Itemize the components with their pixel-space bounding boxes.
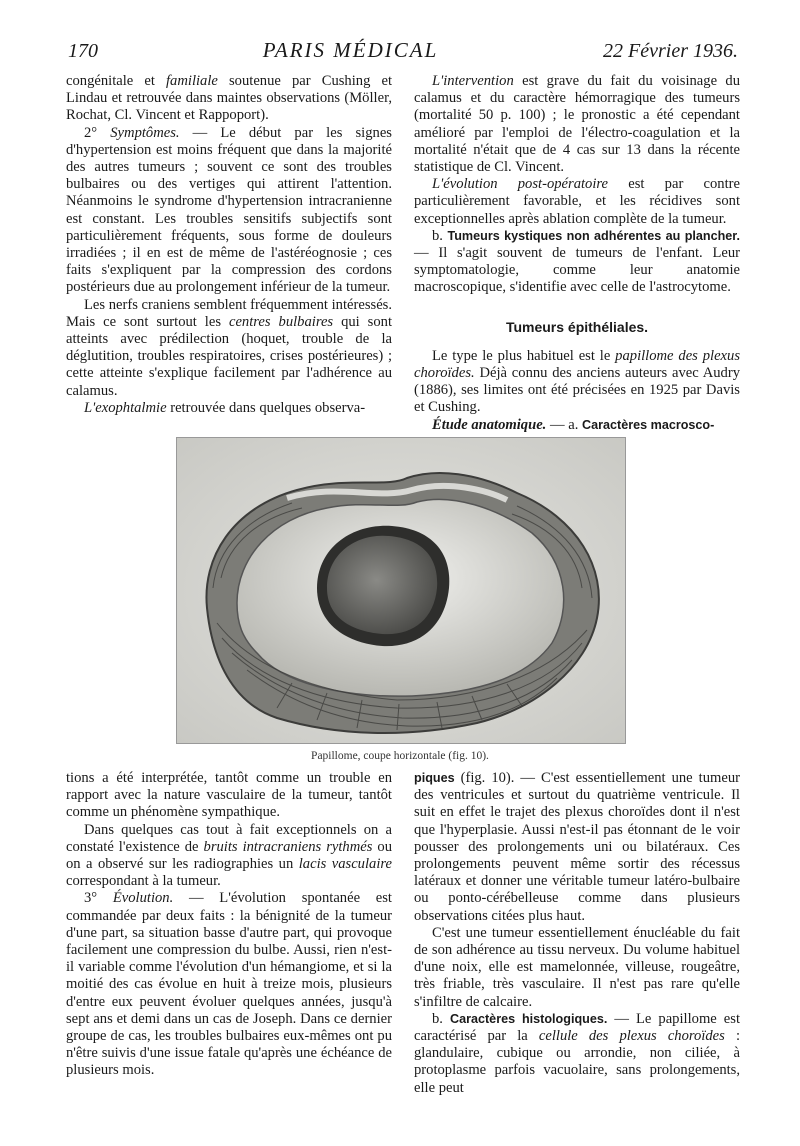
- paragraph-intervention: L'intervention est grave du fait du voisinage du calamus et du caractère hémorragique des tumeurs (mortalité 50 p. 100) ; le pronostic a été cependant amélioré par l'emploi de l'électro-coagulation et la mortalité n'était que de 4 cas sur 13 dans la récente statistique de Cl. Vincent.: [414, 73, 740, 176]
- page-number: 170: [68, 40, 98, 62]
- issue-date: 22 Février 1936.: [603, 40, 738, 62]
- paragraph: congénitale et familiale soutenue par Cushing et Lindau et retrouvée dans maintes observations (Möller, Rochat, Cl. Vincent et Rappoport).: [66, 73, 392, 124]
- paragraph: C'est une tumeur essentiellement énucléable du fait de son adhérence au tissu nerveux. Du volume habituel d'une noix, elle est mamelonnée, villeuse, rougeâtre, très friable, très vasculaire. Il n'est pas rare qu'elle s'infiltre de calcaire.: [414, 924, 740, 1010]
- figure-photograph: [176, 437, 626, 744]
- paragraph-tumeurs-kystiques: b. Tumeurs kystiques non adhérentes au plancher. — Il s'agit souvent de tumeurs de l'enfant. Leur symptomatologie, comme leur anatomie macroscopique, s'identifie avec celle de l'astrocytome.: [414, 227, 741, 296]
- paragraph: Les nerfs craniens semblent fréquemment intéressés. Mais ce sont surtout les centres bulbaires qui sont atteints avec prédilection (hoquet, trouble de la déglutition, troubles respiratoires, crises postérieures) ; cette atteinte s'explique facilement par l'adhérence au calamus.: [66, 296, 392, 399]
- paragraph-etude: Étude anatomique. — a. Caractères macrosco-: [432, 416, 715, 433]
- paragraph: tions a été interprétée, tantôt comme un trouble en rapport avec la nature vasculaire de la tumeur, tantôt comme un phénomène sympathique.: [66, 770, 392, 821]
- left-column-top: [66, 73, 392, 417]
- section-heading: Tumeurs épithéliales.: [505, 318, 649, 335]
- paragraph: L'exophtalmie retrouvée dans quelques observa-: [84, 399, 366, 416]
- left-column-bottom: [66, 770, 392, 1080]
- paragraph-histologie: b. Caractères histologiques. — Le papillome est caractérisé par la cellule des plexus choroïdes : glandulaire, cubique ou arrondie, non ciliée, à protoplasme parfois vacuolaire, sans prolongements, elle peut: [414, 1010, 741, 1096]
- paragraph-evolution-spontanee: 3° Évolution. — L'évolution spontanée est commandée par deux faits : la bénignité de la tumeur d'une part, sa situation basse d'autre part, qui provoque facilement une compression du bulbe. Aussi, rien n'est-il variable comme l'évolution d'un hémangiome, et si la moitié des cas évolue en huit à treize mois, plusieurs d'entre eux peuvent évoluer quelques années, jusqu'à sept ans et demi dans un cas de Joseph. Dans ce dernier groupe de cas, les troubles bulbaires eux-mêmes ont pu n'être suivis d'une issue fatale qu'après une échéance de plusieurs mois.: [66, 890, 392, 1079]
- journal-title: PARIS MÉDICAL: [262, 38, 439, 62]
- running-header: [68, 38, 738, 68]
- right-column-top: [414, 73, 740, 434]
- paragraph-evolution: L'évolution post-opératoire est par contre particulièrement favorable, et les récidives sont exceptionnelles après ablation complète de la tumeur.: [414, 176, 740, 227]
- paragraph: Le type le plus habituel est le papillome des plexus choroïdes. Déjà connu des anciens auteurs avec Audry (1886), ses limites ont été précisées en 1925 par Davis et Cushing.: [414, 347, 740, 416]
- figure-caption: Papillome, coupe horizontale (fig. 10).: [311, 750, 489, 762]
- right-column-bottom: [414, 770, 740, 1097]
- paragraph: Dans quelques cas tout à fait exceptionnels on a constaté l'existence de bruits intracraniens rythmés ou on a observé sur les radiographies un lacis vasculaire correspondant à la tumeur.: [66, 821, 393, 890]
- tumor-section-illustration: [177, 438, 625, 743]
- paragraph: piques (fig. 10). — C'est essentiellement une tumeur des ventricules et surtout du quatrième ventricule. Il suit en effet le trajet des plexus choroïdes dont il n'est que l'hyperplasie. Aussi n'est-il pas étonnant de le voir pousser des prolongements uni ou bilatéraux. Ces prolongements peuvent même sortir des récessus latéraux et donner une véritable tumeur latéro-bulbaire ou ponto-cérébelleuse comme dans plusieurs observations citées plus haut.: [414, 770, 740, 924]
- paragraph-symptomes: 2° Symptômes. — Le début par les signes d'hypertension est moins fréquent que dans la majorité des autres tumeurs ; souvent ce sont des troubles bulbaires ou des vertiges qui attirent l'attention. Néanmoins le syndrome d'hypertension intracranienne est constant. Les troubles sensitifs subjectifs sont particulièrement fréquents, sous forme de douleurs irradiées ; il en est de même de l'astéréognosie ; ces faits s'expliquent par la compression des cordons postérieurs due au prolongement inférieur de la tumeur.: [66, 124, 392, 296]
